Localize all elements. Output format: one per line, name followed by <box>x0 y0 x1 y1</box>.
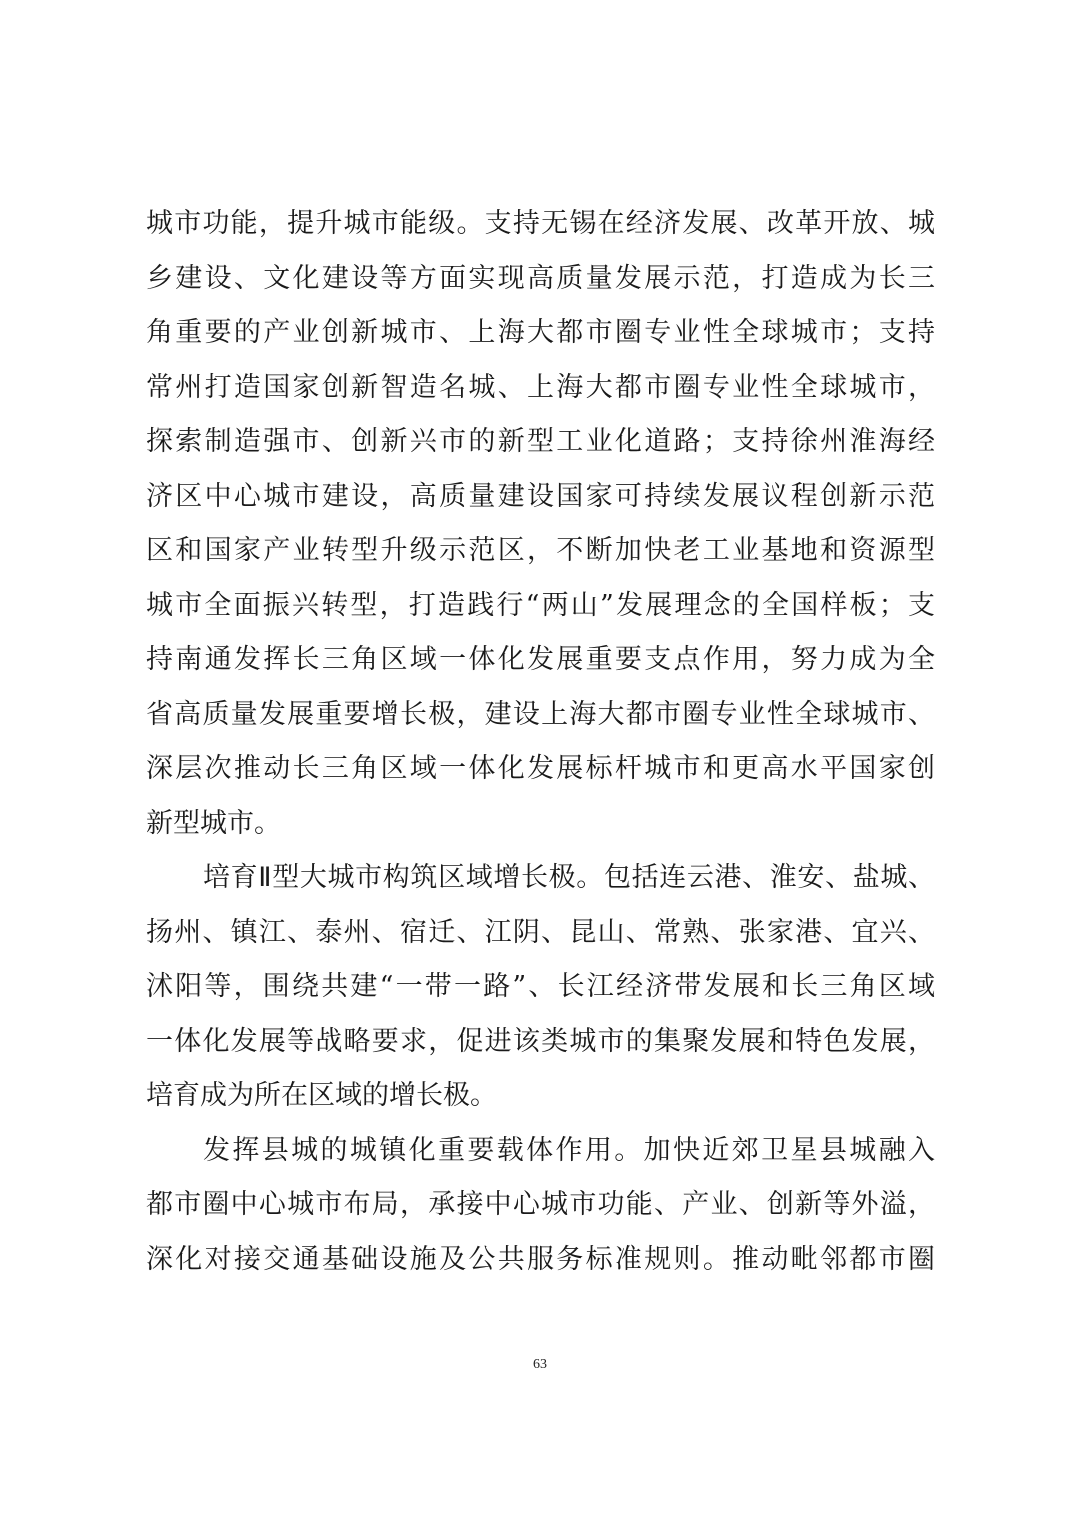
paragraph-start <box>146 1124 935 1179</box>
text-line: 济区中心城市建设，高质量建设国家可持续发展议程创新示范 <box>146 480 935 512</box>
text-run: 加快近郊卫星县城融入 <box>643 1134 935 1166</box>
body-text <box>146 197 935 1287</box>
paragraph-start <box>146 851 935 906</box>
section-heading: 发挥县城的城镇化重要载体作用。 <box>203 1134 644 1166</box>
text-line: 深层次推动长三角区域一体化发展标杆城市和更高水平国家创 <box>146 753 935 784</box>
text-line: 培育成为所在区域的增长极。 <box>146 1080 497 1111</box>
text-line: 新型城市。 <box>146 807 281 839</box>
text-line: 常州打造国家创新智造名城、上海大都市圈专业性全球城市， <box>146 371 935 403</box>
text-line: 乡建设、文化建设等方面实现高质量发展示范，打造成为长三 <box>146 262 935 294</box>
page-number: 63 <box>533 1357 547 1372</box>
text-line: 一体化发展等战略要求，促进该类城市的集聚发展和特色发展， <box>146 1025 935 1057</box>
text-line: 扬州、镇江、泰州、宿迁、江阴、昆山、常熟、张家港、宜兴、 <box>146 916 935 948</box>
text-line: 城市功能，提升城市能级。支持无锡在经济发展、改革开放、城 <box>146 208 935 239</box>
text-line: 都市圈中心城市布局，承接中心城市功能、产业、创新等外溢， <box>146 1189 935 1220</box>
text-line: 角重要的产业创新城市、上海大都市圈专业性全球城市；支持 <box>146 317 935 348</box>
text-line: 持南通发挥长三角区域一体化发展重要支点作用，努力成为全 <box>146 644 935 675</box>
text-line: 区和国家产业转型升级示范区，不断加快老工业基地和资源型 <box>146 535 935 566</box>
text-line: 城市全面振兴转型，打造践行“两山”发展理念的全国样板；支 <box>146 589 935 621</box>
text-line: 深化对接交通基础设施及公共服务标准规则。推动毗邻都市圈 <box>146 1243 935 1275</box>
text-line: 沭阳等，围绕共建“一带一路”、长江经济带发展和长三角区域 <box>146 971 935 1002</box>
text-line: 探索制造强市、创新兴市的新型工业化道路；支持徐州淮海经 <box>146 426 935 457</box>
text-run: 包括连云港、淮安、盐城、 <box>603 862 935 893</box>
section-heading: 培育Ⅱ型大城市构筑区域增长极。 <box>203 862 604 893</box>
text-line: 省高质量发展重要增长极，建设上海大都市圈专业性全球城市、 <box>146 698 935 730</box>
